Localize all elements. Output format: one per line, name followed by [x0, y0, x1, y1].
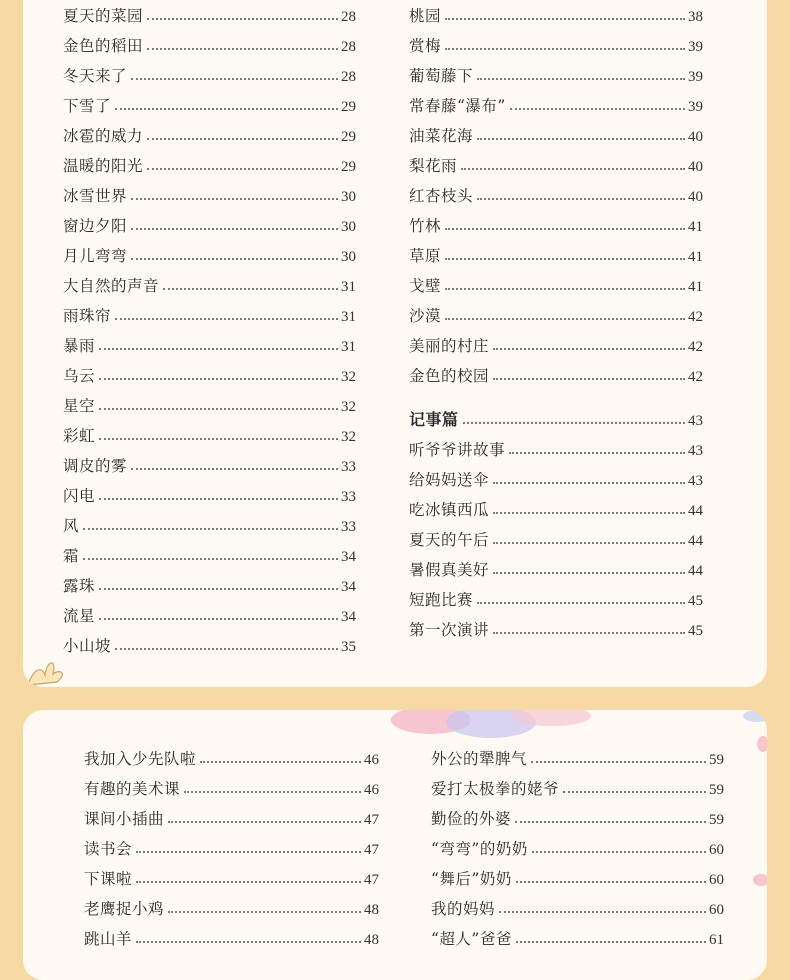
dot-leader [531, 761, 706, 763]
toc-entry[interactable] [409, 434, 703, 464]
toc-page-number: 41 [688, 219, 703, 235]
toc-entry-title: 暑假真美好 [409, 561, 490, 579]
toc-entry[interactable] [84, 833, 379, 863]
toc-entry[interactable] [63, 120, 356, 150]
toc-entry-title: 雨珠帘 [63, 307, 112, 325]
dot-leader [184, 791, 361, 793]
toc-entry-title: 下雪了 [63, 97, 112, 115]
toc-entry[interactable] [409, 494, 703, 524]
toc-page-number: 41 [688, 279, 703, 295]
toc-page-number: 30 [341, 189, 356, 205]
dot-leader [131, 258, 338, 260]
toc-page-number: 39 [688, 39, 703, 55]
dot-leader [493, 632, 685, 634]
toc-page-number: 34 [341, 609, 356, 625]
toc-entry-title: 月儿弯弯 [63, 247, 128, 265]
toc-page-number: 46 [364, 782, 379, 798]
toc-entry[interactable] [409, 270, 703, 300]
toc-entry-title: 跳山羊 [84, 930, 133, 948]
toc-entry-title: 有趣的美术课 [84, 780, 181, 798]
dot-leader [147, 48, 338, 50]
dot-leader [477, 198, 685, 200]
toc-entry[interactable] [63, 30, 356, 60]
toc-page-number: 45 [688, 623, 703, 639]
dot-leader [477, 78, 685, 80]
toc-entry-title: 暴雨 [63, 337, 96, 355]
toc-entry[interactable] [63, 390, 356, 420]
dot-leader [147, 18, 338, 20]
toc-entry[interactable] [63, 240, 356, 270]
toc-entry-title: 霜 [63, 547, 80, 565]
dot-leader [499, 911, 706, 913]
toc-right-column [431, 743, 724, 953]
toc-entry-title: 葡萄藤下 [409, 67, 474, 85]
toc-entry[interactable] [409, 300, 703, 330]
toc-entry[interactable] [84, 773, 379, 803]
toc-page-number: 42 [688, 309, 703, 325]
toc-left-column [84, 743, 379, 953]
toc-page-number: 31 [341, 309, 356, 325]
dot-leader [131, 228, 338, 230]
toc-entry[interactable] [409, 120, 703, 150]
toc-entry[interactable] [431, 863, 724, 893]
dot-leader [563, 791, 706, 793]
toc-entry[interactable] [409, 90, 703, 120]
toc-entry-title: 夏天的午后 [409, 531, 490, 549]
toc-page-number: 59 [709, 782, 724, 798]
dot-leader [477, 138, 685, 140]
toc-page-number: 60 [709, 902, 724, 918]
toc-page-number: 33 [341, 459, 356, 475]
toc-entry-title: 吃冰镇西瓜 [409, 501, 490, 519]
toc-entry-title: 调皮的雾 [63, 457, 128, 475]
toc-entry-title: 给妈妈送伞 [409, 471, 490, 489]
toc-page-number: 60 [709, 872, 724, 888]
toc-page-number: 44 [688, 503, 703, 519]
toc-page-number: 28 [341, 69, 356, 85]
toc-entry-title: 戈壁 [409, 277, 442, 295]
toc-left-column [63, 0, 356, 660]
toc-page-number: 39 [688, 99, 703, 115]
toc-entry[interactable] [431, 803, 724, 833]
dot-leader [147, 168, 338, 170]
dot-leader [493, 572, 685, 574]
toc-entry[interactable] [409, 30, 703, 60]
toc-page-number: 61 [709, 932, 724, 948]
toc-page-number: 35 [341, 639, 356, 655]
dot-leader [115, 648, 338, 650]
toc-entry[interactable] [409, 60, 703, 90]
dot-leader [131, 198, 338, 200]
toc-page-number: 33 [341, 519, 356, 535]
toc-page-number: 59 [709, 752, 724, 768]
toc-entry-title: 赏梅 [409, 37, 442, 55]
toc-entry-title: 老鹰捉小鸡 [84, 900, 165, 918]
dot-leader [445, 288, 685, 290]
toc-page-number: 45 [688, 593, 703, 609]
dot-leader [493, 512, 685, 514]
toc-entry[interactable] [84, 923, 379, 953]
dot-leader [131, 78, 338, 80]
toc-entry-title: 我加入少先队啦 [84, 750, 197, 768]
dot-leader [200, 761, 361, 763]
toc-entry[interactable] [431, 743, 724, 773]
toc-entry[interactable] [409, 584, 703, 614]
dot-leader [509, 452, 685, 454]
toc-entry[interactable] [63, 330, 356, 360]
toc-page-number: 32 [341, 399, 356, 415]
toc-entry-title: 第一次演讲 [409, 621, 490, 639]
dot-leader [115, 318, 338, 320]
toc-page-number: 42 [688, 339, 703, 355]
dot-leader [136, 851, 361, 853]
toc-entry-title: 流星 [63, 607, 96, 625]
toc-entry-title: 闪电 [63, 487, 96, 505]
dot-leader [136, 941, 361, 943]
toc-entry-title: 竹林 [409, 217, 442, 235]
dot-leader [516, 941, 706, 943]
toc-entry-title: 短跑比赛 [409, 591, 474, 609]
toc-entry-title: 课间小插曲 [84, 810, 165, 828]
toc-entry-title: 听爷爷讲故事 [409, 441, 506, 459]
toc-entry[interactable] [63, 0, 356, 30]
toc-entry-title: 夏天的菜园 [63, 7, 144, 25]
toc-entry[interactable] [409, 150, 703, 180]
toc-page-number: 47 [364, 812, 379, 828]
dot-leader [515, 821, 706, 823]
toc-entry-title: 梨花雨 [409, 157, 458, 175]
dot-leader [99, 588, 338, 590]
toc-entry-title: 草原 [409, 247, 442, 265]
toc-card-top [23, 0, 767, 687]
toc-page-number: 29 [341, 129, 356, 145]
dot-leader [115, 108, 338, 110]
toc-entry[interactable] [409, 464, 703, 494]
dot-leader [493, 348, 685, 350]
dot-leader [168, 821, 361, 823]
dot-leader [445, 18, 685, 20]
toc-entry-title: 记事篇 [409, 410, 459, 429]
toc-entry[interactable] [409, 210, 703, 240]
toc-page-number: 43 [688, 413, 703, 429]
toc-entry[interactable] [63, 450, 356, 480]
toc-entry[interactable] [63, 540, 356, 570]
toc-entry-title: 风 [63, 517, 80, 535]
toc-entry[interactable] [63, 180, 356, 210]
toc-page-number: 41 [688, 249, 703, 265]
toc-entry-title: 金色的校园 [409, 367, 490, 385]
toc-entry[interactable] [63, 480, 356, 510]
toc-page-number: 34 [341, 579, 356, 595]
toc-page-number: 44 [688, 563, 703, 579]
section-spacer [409, 390, 703, 404]
toc-entry[interactable] [409, 180, 703, 210]
toc-section-heading[interactable] [409, 404, 703, 434]
dot-leader [445, 258, 685, 260]
dot-leader [168, 911, 361, 913]
toc-page-number: 47 [364, 842, 379, 858]
toc-entry-title: 小山坡 [63, 637, 112, 655]
toc-entry[interactable] [409, 240, 703, 270]
toc-page-number: 48 [364, 902, 379, 918]
toc-entry-title: 大自然的声音 [63, 277, 160, 295]
dot-leader [493, 542, 685, 544]
toc-entry-title: 美丽的村庄 [409, 337, 490, 355]
toc-entry-title: 沙漠 [409, 307, 442, 325]
dot-leader [99, 498, 338, 500]
toc-entry[interactable] [431, 893, 724, 923]
toc-entry-title: 乌云 [63, 367, 96, 385]
dot-leader [461, 168, 685, 170]
toc-page-number: 31 [341, 279, 356, 295]
toc-entry[interactable] [63, 270, 356, 300]
toc-entry[interactable] [84, 863, 379, 893]
toc-entry-title: “舞后”奶奶 [431, 870, 512, 888]
toc-entry[interactable] [409, 360, 703, 390]
dot-leader [147, 138, 338, 140]
dot-leader [131, 468, 338, 470]
toc-page-number: 30 [341, 219, 356, 235]
toc-entry[interactable] [63, 570, 356, 600]
toc-page-number: 40 [688, 189, 703, 205]
toc-entry[interactable] [409, 614, 703, 644]
toc-page-number: 46 [364, 752, 379, 768]
toc-page-number: 29 [341, 99, 356, 115]
dot-leader [99, 348, 338, 350]
toc-entry-title: 读书会 [84, 840, 133, 858]
toc-entry-title: 红杏枝头 [409, 187, 474, 205]
dot-leader [445, 228, 685, 230]
dot-leader [493, 378, 685, 380]
toc-entry[interactable] [84, 893, 379, 923]
dot-leader [532, 851, 706, 853]
toc-entry-title: 星空 [63, 397, 96, 415]
dot-leader [136, 881, 361, 883]
dot-leader [99, 408, 338, 410]
toc-page-number: 29 [341, 159, 356, 175]
toc-page-number: 28 [341, 39, 356, 55]
toc-page-number: 32 [341, 369, 356, 385]
toc-page-number: 28 [341, 9, 356, 25]
dot-leader [163, 288, 338, 290]
toc-entry[interactable] [409, 0, 703, 30]
dot-leader [83, 528, 338, 530]
toc-entry[interactable] [84, 743, 379, 773]
dot-leader [83, 558, 338, 560]
toc-entry[interactable] [63, 60, 356, 90]
toc-entry[interactable] [409, 330, 703, 360]
toc-entry-title: 我的妈妈 [431, 900, 496, 918]
toc-entry[interactable] [84, 803, 379, 833]
toc-entry[interactable] [431, 773, 724, 803]
toc-page-number: 34 [341, 549, 356, 565]
toc-entry-title: 窗边夕阳 [63, 217, 128, 235]
dot-leader [477, 602, 685, 604]
toc-entry[interactable] [63, 630, 356, 660]
dot-leader [493, 482, 685, 484]
toc-page-number: 60 [709, 842, 724, 858]
toc-entry-title: 爱打太极拳的姥爷 [431, 780, 560, 798]
toc-entry[interactable] [431, 923, 724, 953]
toc-page-number: 43 [688, 473, 703, 489]
toc-entry-title: 外公的犟脾气 [431, 750, 528, 768]
toc-page-number: 40 [688, 159, 703, 175]
toc-page-number: 38 [688, 9, 703, 25]
toc-page-number: 43 [688, 443, 703, 459]
toc-page-number: 44 [688, 533, 703, 549]
dot-leader [463, 422, 685, 424]
toc-page-number: 32 [341, 429, 356, 445]
toc-entry-title: 常春藤“瀑布” [409, 97, 506, 115]
toc-entry[interactable] [63, 300, 356, 330]
toc-entry-title: “弯弯”的奶奶 [431, 840, 528, 858]
toc-entry[interactable] [409, 524, 703, 554]
toc-page-number: 47 [364, 872, 379, 888]
toc-entry-title: 冰雪世界 [63, 187, 128, 205]
toc-card-bottom [23, 710, 767, 980]
toc-entry-title: 冰雹的威力 [63, 127, 144, 145]
toc-page-number: 33 [341, 489, 356, 505]
toc-entry-title: 金色的稻田 [63, 37, 144, 55]
dot-leader [516, 881, 706, 883]
toc-entry-title: 下课啦 [84, 870, 133, 888]
toc-entry-title: 勤俭的外婆 [431, 810, 512, 828]
toc-entry[interactable] [63, 150, 356, 180]
dot-leader [510, 108, 685, 110]
toc-entry-title: 温暖的阳光 [63, 157, 144, 175]
toc-entry[interactable] [409, 554, 703, 584]
dot-leader [99, 378, 338, 380]
toc-page-number: 30 [341, 249, 356, 265]
toc-page-number: 59 [709, 812, 724, 828]
toc-entry[interactable] [63, 90, 356, 120]
toc-page-number: 42 [688, 369, 703, 385]
toc-page-number: 39 [688, 69, 703, 85]
toc-entry[interactable] [63, 510, 356, 540]
toc-page-number: 40 [688, 129, 703, 145]
toc-page-number: 31 [341, 339, 356, 355]
dot-leader [445, 318, 685, 320]
toc-entry[interactable] [63, 420, 356, 450]
toc-entry-title: “超人”爸爸 [431, 930, 512, 948]
toc-entry-title: 冬天来了 [63, 67, 128, 85]
toc-entry[interactable] [63, 360, 356, 390]
toc-entry[interactable] [63, 210, 356, 240]
toc-entry-title: 桃园 [409, 7, 442, 25]
toc-right-column [409, 0, 703, 644]
toc-entry-title: 油菜花海 [409, 127, 474, 145]
toc-page-number: 48 [364, 932, 379, 948]
watercolor-flower-decoration-icon [723, 710, 767, 890]
dot-leader [445, 48, 685, 50]
dot-leader [99, 618, 338, 620]
toc-entry[interactable] [431, 833, 724, 863]
dot-leader [99, 438, 338, 440]
toc-entry[interactable] [63, 600, 356, 630]
toc-entry-title: 彩虹 [63, 427, 96, 445]
toc-entry-title: 露珠 [63, 577, 96, 595]
